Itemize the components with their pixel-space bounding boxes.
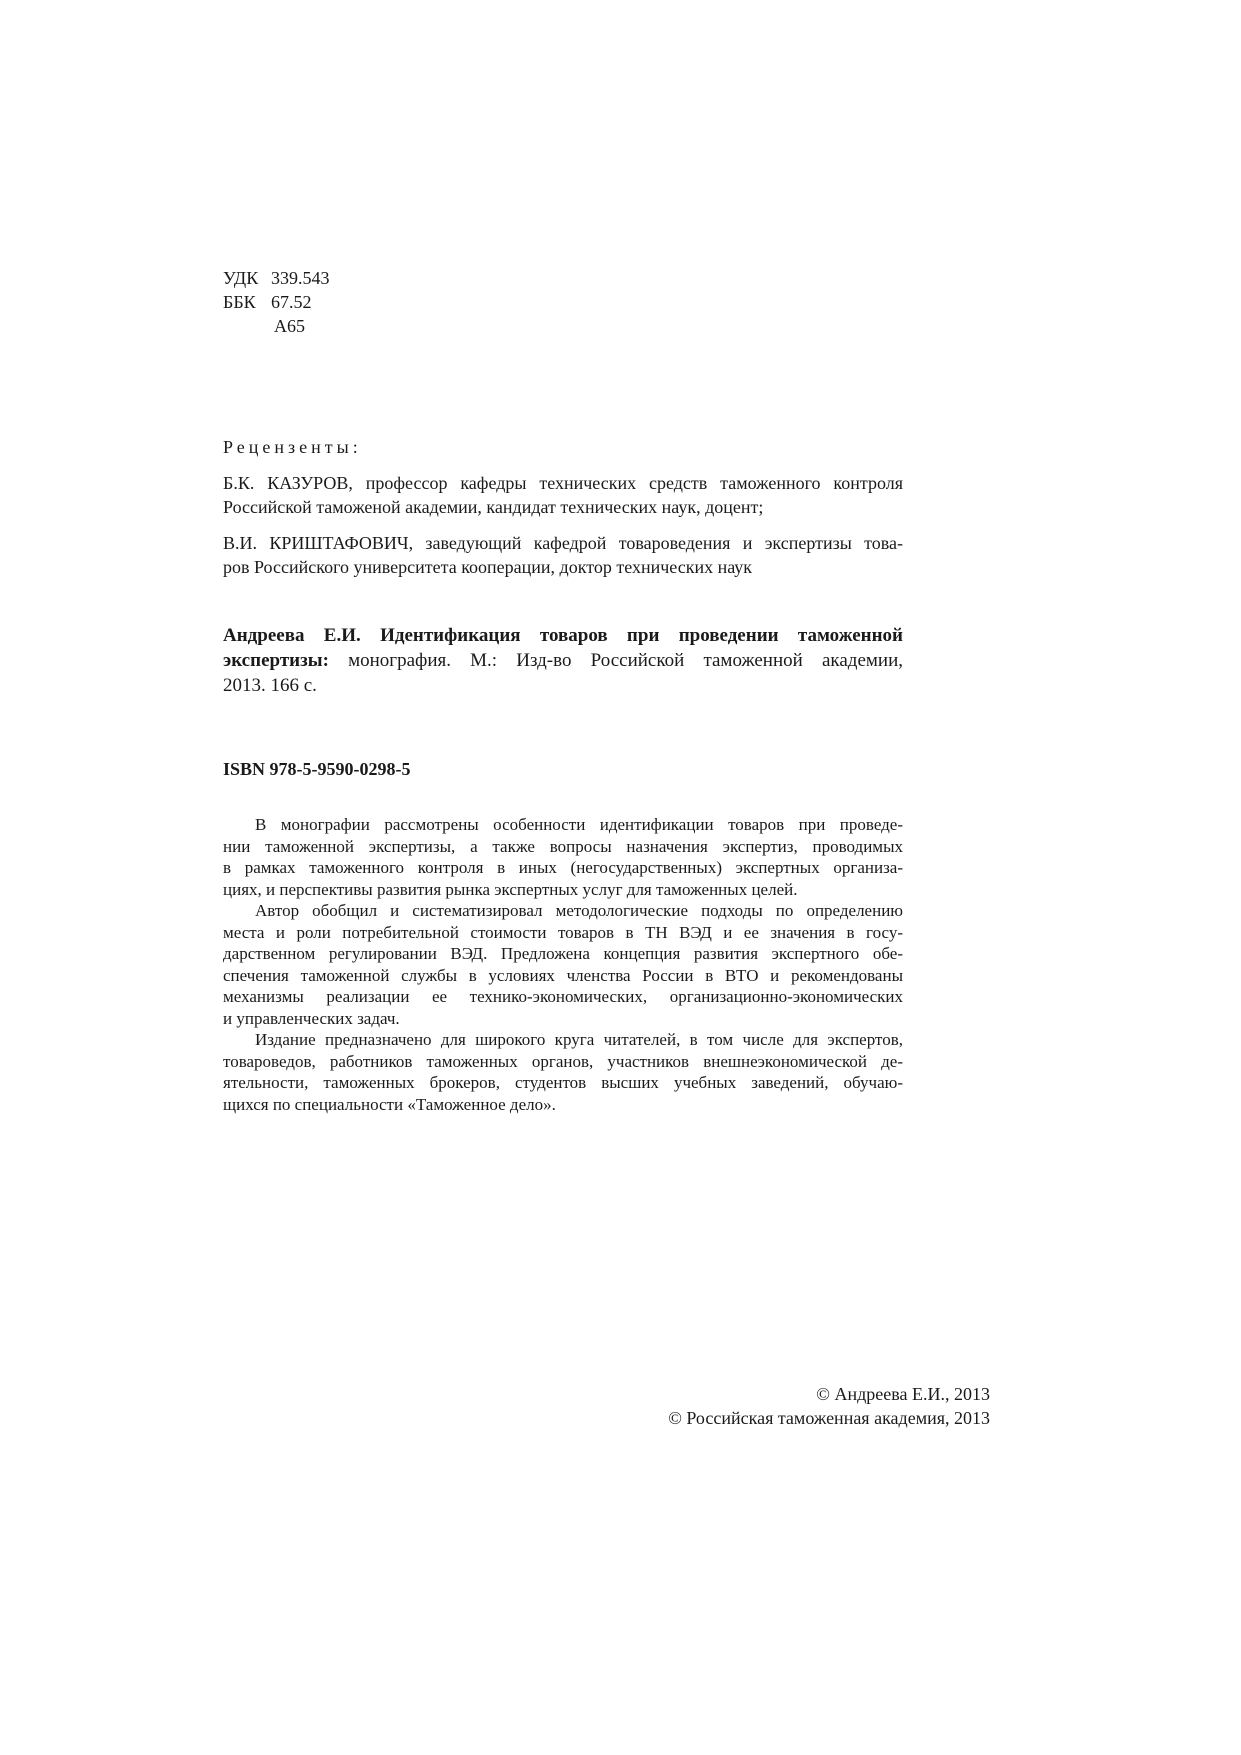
udk-row [223,266,423,290]
isbn: ISBN 978-5-9590-0298-5 [223,759,411,779]
abstract-line: спечения таможенной службы в условиях членства России в ВТО и рекомендованы [223,965,903,985]
reviewer-1-line-2: Российской таможеной академии, кандидат технических наук, доцент; [223,497,764,517]
bibliographic-description [223,623,903,698]
reviewer-1 [223,471,903,519]
classification-codes [223,266,423,338]
bib-line-3: 2013. 166 с. [223,675,317,696]
bib-line-1: Андреева Е.И. Идентификация товаров при проведении таможенной [223,625,903,646]
reviewer-1-line-1: Б.К. КАЗУРОВ, профессор кафедры технических средств таможенного контроля [223,473,903,493]
udk-value: 339.543 [271,268,330,288]
abstract-line: места и роли потребительной стоимости товаров в ТН ВЭД и ее значения в госу- [223,922,903,942]
author-mark: А65 [274,316,305,336]
bib-publisher: монография. М.: Изд-во Российской таможенной академии, [328,650,903,671]
copyright [668,1382,990,1430]
abstract-line: Издание предназначено для широкого круга читателей, в том числе для экспертов, [255,1030,903,1049]
abstract-line: циях, и перспективы развития рынка экспертных услуг для таможенных целей. [223,879,798,899]
reviewer-2-line-1: В.И. КРИШТАФОВИЧ, заведующий кафедрой товароведения и экспертизы това- [223,533,903,553]
abstract-line: и управленческих задач. [223,1008,400,1028]
bbk-value: 67.52 [271,292,312,312]
reviewer-2-line-2: ров Российского университета кооперации, доктор технических наук [223,557,753,577]
copyright-author: © Андреева Е.И., 2013 [816,1384,990,1404]
bbk-row [223,290,423,314]
abstract-paragraph-3 [223,1029,903,1115]
abstract-paragraph-1 [223,814,903,900]
reviewer-2 [223,531,903,579]
abstract-paragraph-2 [223,900,903,1029]
udk-label: УДК [223,268,259,288]
abstract-line: Автор обобщил и систематизировал методологические подходы по определению [255,901,903,920]
abstract-line: в рамках таможенного контроля в иных (негосударственных) экспертных организа- [223,858,903,877]
bbk-label: ББК [223,292,256,312]
abstract-line: нии таможенной экспертизы, а также вопросы назначения экспертиз, проводимых [223,836,903,856]
author-mark-row [223,314,423,338]
abstract-line: В монографии рассмотрены особенности идентификации товаров при проведе- [255,815,903,834]
abstract-line: ятельности, таможенных брокеров, студентов высших учебных заведений, обучаю- [223,1073,903,1092]
abstract-line: механизмы реализации ее технико-экономических, организационно-экономических [223,987,903,1006]
bib-title-end: экспертизы: [223,650,329,671]
bib-line-2 [223,648,903,673]
abstract-line: товароведов, работников таможенных органов, участников внешнеэкономической де- [223,1051,903,1071]
abstract-line: дарственном регулировании ВЭД. Предложена концепция развития экспертного обе- [223,944,903,963]
abstract [223,814,903,1115]
copyright-publisher: © Российская таможенная академия, 2013 [668,1408,990,1428]
abstract-line: щихся по специальности «Таможенное дело». [223,1094,556,1114]
reviewers-heading: Рецензенты: [223,437,362,457]
